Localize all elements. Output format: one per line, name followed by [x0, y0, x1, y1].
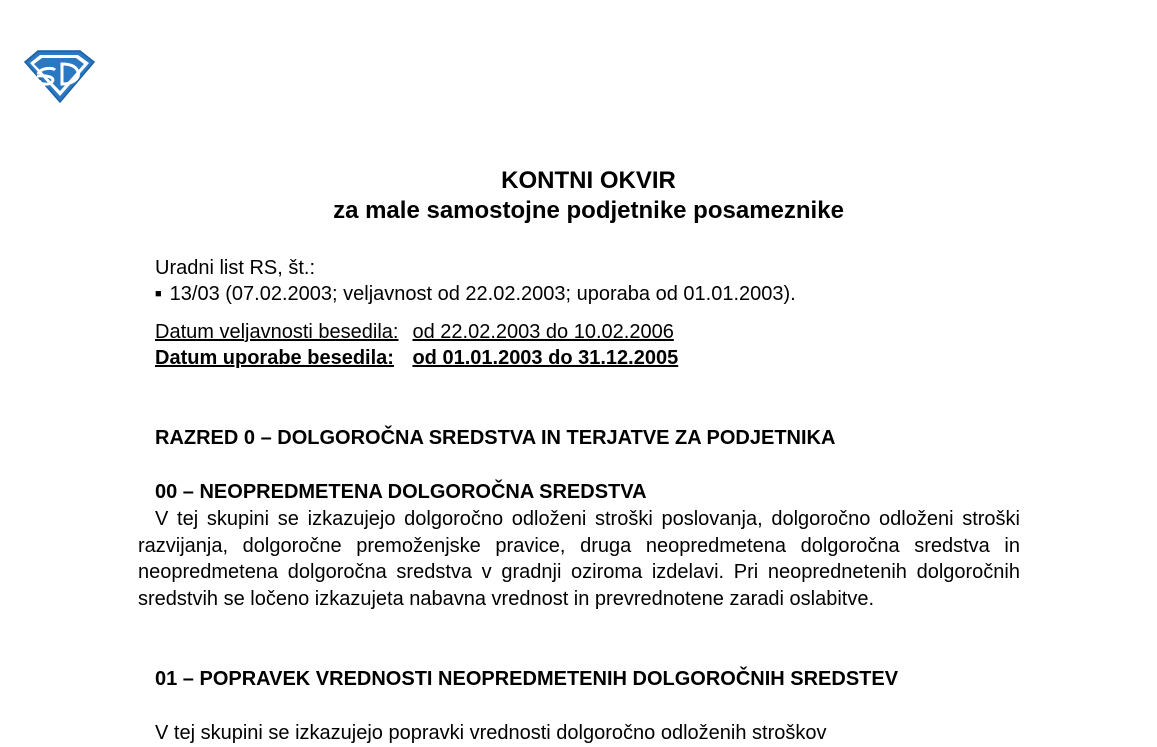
title-line-1: KONTNI OKVIR — [501, 167, 676, 194]
validity-value: od 22.02.2003 do 10.02.2006 — [412, 321, 674, 343]
group-01-paragraph: V tej skupini se izkazujejo popravki vrednosti dolgoročno odloženih stroškov — [155, 722, 827, 744]
class-0-heading: RAZRED 0 – DOLGOROČNA SREDSTVA IN TERJATVE ZA PODJETNIKA — [155, 427, 836, 449]
sd-shield-logo — [22, 48, 96, 104]
gazette-entry-text: 13/03 (07.02.2003; veljavnost od 22.02.2003; uporaba od 01.01.2003). — [169, 283, 796, 305]
gazette-label: Uradni list RS, št.: — [155, 257, 316, 279]
document-title — [0, 166, 1157, 226]
square-bullet-icon: ■ — [155, 288, 162, 300]
use-label: Datum uporabe besedila: — [155, 347, 394, 369]
text-dates — [155, 319, 678, 371]
group-00-heading: 00 – NEOPREDMETENA DOLGOROČNA SREDSTVA — [155, 481, 647, 503]
title-line-2: za male samostojne podjetnike posameznike — [333, 197, 844, 224]
group-00-paragraph: V tej skupini se izkazujejo dolgoročno odloženi stroški poslovanja, dolgoročno odloženi stroški razvijanja, dolgoročne premoženjske pravice, druga neopredmetena dolgoročna sredstva in neopredmetena dolgoročna sredstva v gradnji oziroma izdelavi. Pri neoprednetenih dolgoročnih sredstvih se ločeno izkazujeta nabavna vrednost in prevrednotene zaradi oslabitve. — [138, 508, 1020, 610]
shield-logo-icon — [22, 48, 96, 104]
validity-label: Datum veljavnosti besedila: — [155, 321, 399, 343]
gazette-entry — [155, 281, 1037, 307]
gazette-reference — [138, 255, 1037, 307]
use-value: od 01.01.2003 do 31.12.2005 — [412, 347, 679, 369]
group-01-heading: 01 – POPRAVEK VREDNOSTI NEOPREDMETENIH DOLGOROČNIH SREDSTEV — [155, 668, 899, 690]
